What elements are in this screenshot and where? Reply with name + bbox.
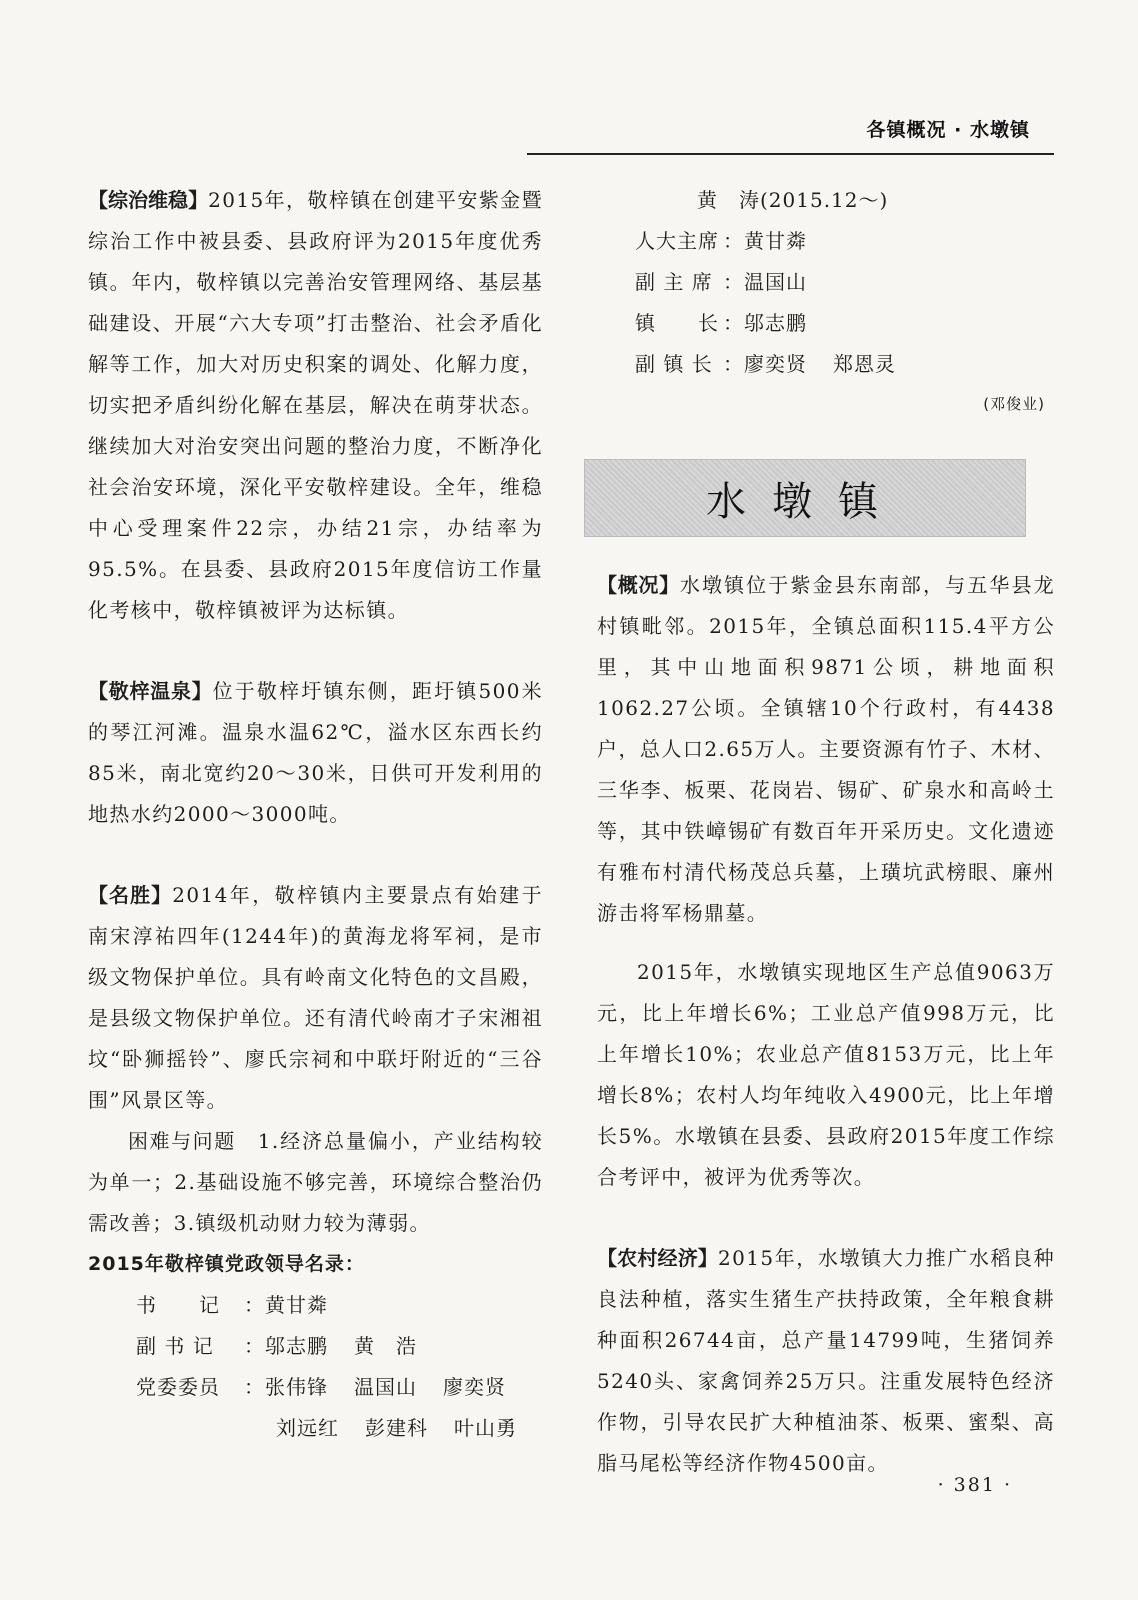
roster-row: 镇 长 ： 邬志鹏 — [635, 303, 1055, 344]
roster-role: 书 记 — [136, 1293, 220, 1317]
section-zongzhi — [88, 180, 543, 631]
roster-name: 黄甘粦 — [265, 1293, 328, 1317]
roster-name: 温国山 — [744, 270, 807, 294]
roster-name: 廖奕贤 — [443, 1375, 506, 1399]
roster-row: 书 记 ： 黄甘粦 — [136, 1285, 543, 1326]
section-tag: 【名胜】 — [88, 883, 173, 907]
roster-row: 副 书 记 ： 邬志鹏 黄 浩 — [136, 1326, 543, 1367]
section-tag: 【综治维稳】 — [88, 188, 209, 212]
roster-role: 党委委员 — [136, 1375, 220, 1399]
header-rule — [527, 153, 1054, 155]
leader-roster — [635, 221, 1055, 385]
roster-row: 人大主席 ： 黄甘粦 — [635, 221, 1055, 262]
banner-title: 水墩镇 — [706, 478, 904, 525]
section-tag: 【敬梓温泉】 — [88, 679, 213, 703]
section-tag: 【概况】 — [597, 573, 680, 597]
section-mingsheng — [88, 875, 543, 1121]
roster-row: 副 主 席 ： 温国山 — [635, 262, 1055, 303]
section-wenquan — [88, 671, 543, 835]
roster-name: 邬志鹏 — [265, 1334, 328, 1358]
roster-name: 黄甘粦 — [744, 229, 807, 253]
section-banner — [584, 459, 1026, 537]
right-column — [597, 180, 1055, 1484]
section-nongcun — [597, 1238, 1055, 1484]
section-economy-stats: 2015年，水墩镇实现地区生产总值9063万元，比上年增长6%；工业总产值998万元，比上年增长10%；农业总产值8153万元，比上年增长8%；农村人均年纯收入4900元，比上年增长5%。水墩镇在县委、县政府2015年度工作综合考评中，被评为优秀等次。 — [597, 960, 1055, 1189]
roster-row — [136, 1408, 543, 1449]
author-credit: (邓俊业) — [983, 395, 1045, 413]
roster-name: 郑恩灵 — [833, 352, 896, 376]
roster-continuation: 黄 涛(2015.12～) — [697, 188, 889, 212]
roster-role: 副 书 记 — [136, 1334, 214, 1358]
roster-row: 党委委员 ： 张伟锋 温国山 廖奕贤 — [136, 1367, 543, 1408]
page-number: · 381 · — [937, 1474, 1012, 1496]
roster-name: 黄 浩 — [354, 1334, 417, 1358]
section-text: 2015年，水墩镇大力推广水稻良种良法种植，落实生猪生产扶持政策，全年粮食耕种面积26744亩，总产量14799吨，生猪饲养5240头、家禽饲养25万只。注重发展特色经济作物，引导农民扩大种植油茶、板栗、蜜梨、高脂马尾松等经济作物4500亩。 — [597, 1246, 1056, 1475]
roster-name: 叶山勇 — [454, 1416, 517, 1440]
roster-role: 镇 长 — [635, 311, 719, 335]
section-text: 水墩镇位于紫金县东南部，与五华县龙村镇毗邻。2015年，全镇总面积115.4平方公里，其中山地面积9871公顷，耕地面积1062.27公顷。全镇辖10个行政村，有4438户，总人口2.65万人。主要资源有竹子、木材、三华李、板栗、花岗岩、锡矿、矿泉水和高岭土等，其中铁嶂锡矿有数百年开采历史。文化遗迹有雅布村清代杨茂总兵墓，上璜坑武榜眼、廉州游击将军杨鼎墓。 — [597, 573, 1055, 925]
running-header: 各镇概况 · 水墩镇 — [866, 119, 1030, 141]
leader-roster — [136, 1285, 543, 1449]
roster-title: 2015年敬梓镇党政领导名录： — [88, 1253, 365, 1275]
roster-name: 彭建科 — [365, 1416, 428, 1440]
roster-role: 人大主席 — [635, 229, 719, 253]
section-tag: 【农村经济】 — [597, 1246, 719, 1270]
roster-role: 副 镇 长 — [635, 352, 713, 376]
roster-name: 刘远红 — [276, 1416, 339, 1440]
subhead-label: 困难与问题 — [128, 1129, 236, 1153]
roster-name: 张伟锋 — [265, 1375, 328, 1399]
section-text: 1.经济总量偏小，产业结构较为单一；2.基础设施不够完善，环境综合整治仍需改善；3.镇级机动财力较为薄弱。 — [88, 1129, 544, 1235]
roster-name: 廖奕贤 — [744, 352, 807, 376]
roster-row: 副 镇 长 ： 廖奕贤 郑恩灵 — [635, 344, 1055, 385]
section-problems — [88, 1121, 543, 1244]
roster-name: 温国山 — [354, 1375, 417, 1399]
section-text: 2015年，敬梓镇在创建平安紫金暨综治工作中被县委、县政府评为2015年度优秀镇。年内，敬梓镇以完善治安管理网络、基层基础建设、开展“六大专项”打击整治、社会矛盾化解等工作，加大对历史积案的调处、化解力度，切实把矛盾纠纷化解在基层，解决在萌芽状态。继续加大对治安突出问题的整治力度，不断净化社会治安环境，深化平安敬梓建设。全年，维稳中心受理案件22宗，办结21宗，办结率为95.5%。在县委、县政府2015年度信访工作量化考核中，敬梓镇被评为达标镇。 — [88, 188, 543, 622]
section-gaikuang — [597, 565, 1055, 934]
roster-name: 邬志鹏 — [744, 311, 807, 335]
roster-role: 副 主 席 — [635, 270, 713, 294]
section-text: 位于敬梓圩镇东侧，距圩镇500米的琴江河滩。温泉水温62℃，溢水区东西长约85米，南北宽约20～30米，日供可开发利用的地热水约2000～3000吨。 — [88, 679, 544, 826]
section-text: 2014年，敬梓镇内主要景点有始建于南宋淳祐四年(1244年)的黄海龙将军祠，是市级文物保护单位。具有岭南文化特色的文昌殿，是县级文物保护单位。还有清代岭南才子宋湘祖坟“卧狮摇铃”、廖氏宗祠和中联圩附近的“三谷围”风景区等。 — [88, 883, 543, 1112]
left-column — [88, 180, 543, 1449]
